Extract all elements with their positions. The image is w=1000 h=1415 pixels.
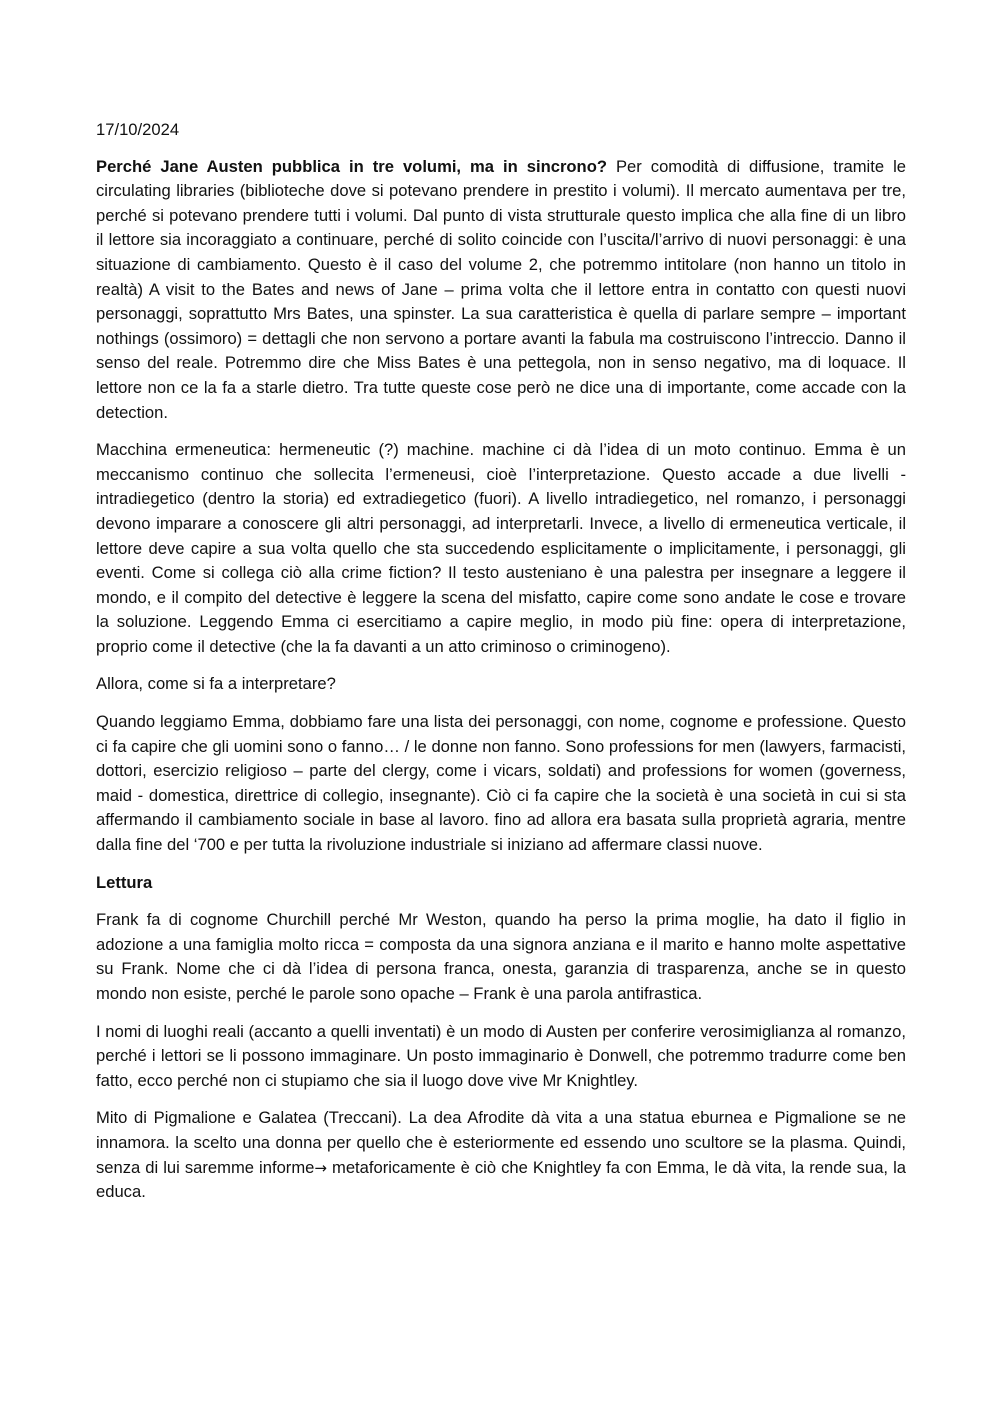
paragraph-pygmalion-before: Mito di Pigmalione e Galatea (Treccani). La dea Afrodite dà vita a una statua eburnea e Pigmalione se ne innamora. la scelto una donna per quello che è esteriormente ed essendo uno scultore se la plasma. Quindi, senza di lui saremme informe xyxy=(96,1108,906,1177)
paragraph-frank: Frank fa di cognome Churchill perché Mr Weston, quando ha perso la prima moglie, ha dato il figlio in adozione a una famiglia molto ricca = composta da una signora anziana e il marito e hanno molte aspettative su Frank. Nome che ci dà l’idea di persona franca, onesta, garanzia di trasparenza, anche se in questo mondo non esiste, perché le parole sono opache – Frank è una parola antifrastica. xyxy=(96,910,906,1003)
paragraph-hermeneutic-machine: Macchina ermeneutica: hermeneutic (?) machine. machine ci dà l’idea di un moto continuo. Emma è un meccanismo continuo che sollecita l’ermeneusi, cioè l’interpretazione. Questo accade a due livelli -intradiegetico (dentro la storia) ed extradiegetico (fuori). A livello intradiegetico, nel romanzo, i personaggi devono imparare a conoscere gli altri personaggi, ad interpretarli. Invece, a livello di ermeneutica verticale, il lettore deve capire a sua volta quello che sta succedendo esplicitamente o implicitamente, i personaggi, gli eventi. Come si collega ciò alla crime fiction? Il testo austeniano è una palestra per insegnare a leggere il mondo, e il compito del detective è leggere la scena del misfatto, capire come sono andate le cose e trovare la soluzione. Leggendo Emma ci esercitiamo a capire meglio, in modo più fine: opera di interpretazione, proprio come il detective (che la fa davanti a un atto criminoso o criminogeno). xyxy=(96,440,906,656)
paragraph-pygmalion xyxy=(96,1106,906,1204)
paragraph-volumes-text: Per comodità di diffusione, tramite le circulating libraries (biblioteche dove si potevano prendere in prestito i volumi). Il mercato aumentava per tre, perché si potevano prendere tutti i volumi. Dal punto di vista strutturale questo implica che alla fine di un libro il lettore sia incoraggiato a continuare, perché di solito coincide con l’uscita/l’arrivo di nuovi personaggi: è una situazione di cambiamento. Questo è il caso del volume 2, che potremmo intitolare (non hanno un titolo in realtà) A visit to the Bates and news of Jane – prima volta che il lettore entra in contatto con questi nuovi personaggi, soprattutto Mrs Bates, una spinster. La sua caratteristica è quella di parlare sempre – important nothings (ossimoro) = dettagli che non servono a portare avanti la fabula ma costruiscono l’intreccio. Danno il senso del reale. Potremmo dire che Miss Bates è una pettegola, non in senso negativo, ma di loquace. Il lettore non ce la fa a starle dietro. Tra tutte queste cose però ne dice una di importante, come accade con la detection. xyxy=(96,156,906,422)
paragraph-lead-question: Perché Jane Austen pubblica in tre volumi, ma in sincrono? xyxy=(96,156,607,176)
paragraph-pygmalion-after: metaforicamente è ciò che Knightley fa con Emma, le dà vita, la rende sua, la educa. xyxy=(96,1157,906,1202)
paragraph-place-names: I nomi di luoghi reali (accanto a quelli inventati) è un modo di Austen per conferire verosimiglianza al romanzo, perché i lettori se li possono immaginare. Un posto immaginario è Donwell, che potremmo tradurre come ben fatto, ecco perché non ci stupiamo che sia il luogo dove vive Mr Knightley. xyxy=(96,1021,906,1090)
paragraph-question: Allora, come si fa a interpretare? xyxy=(96,674,336,694)
right-arrow-icon: → xyxy=(314,1158,327,1177)
section-heading-lettura: Lettura xyxy=(96,872,153,892)
document-date: 17/10/2024 xyxy=(96,120,180,139)
paragraph-professions: Quando leggiamo Emma, dobbiamo fare una lista dei personaggi, con nome, cognome e professione. Questo ci fa capire che gli uomini sono o fanno… / le donne non fanno. Sono professions for men (lawyers, farmacisti, dottori, esercizio religioso – parte del clergy, come i vicars, soldati) and professions for women (governess, maid - domestica, direttrice di collegio, insegnante). Ciò ci fa capire che la società è una società in cui si sta affermando il cambiamento sociale in base al lavoro. fino ad allora era basata sulla proprietà agraria, mentre dalla fine del ‘700 e per tutta la rivoluzione industriale si iniziano ad affermare classi nuove. xyxy=(96,712,906,855)
paragraph-volumes xyxy=(96,155,906,426)
document-page xyxy=(96,118,906,1218)
